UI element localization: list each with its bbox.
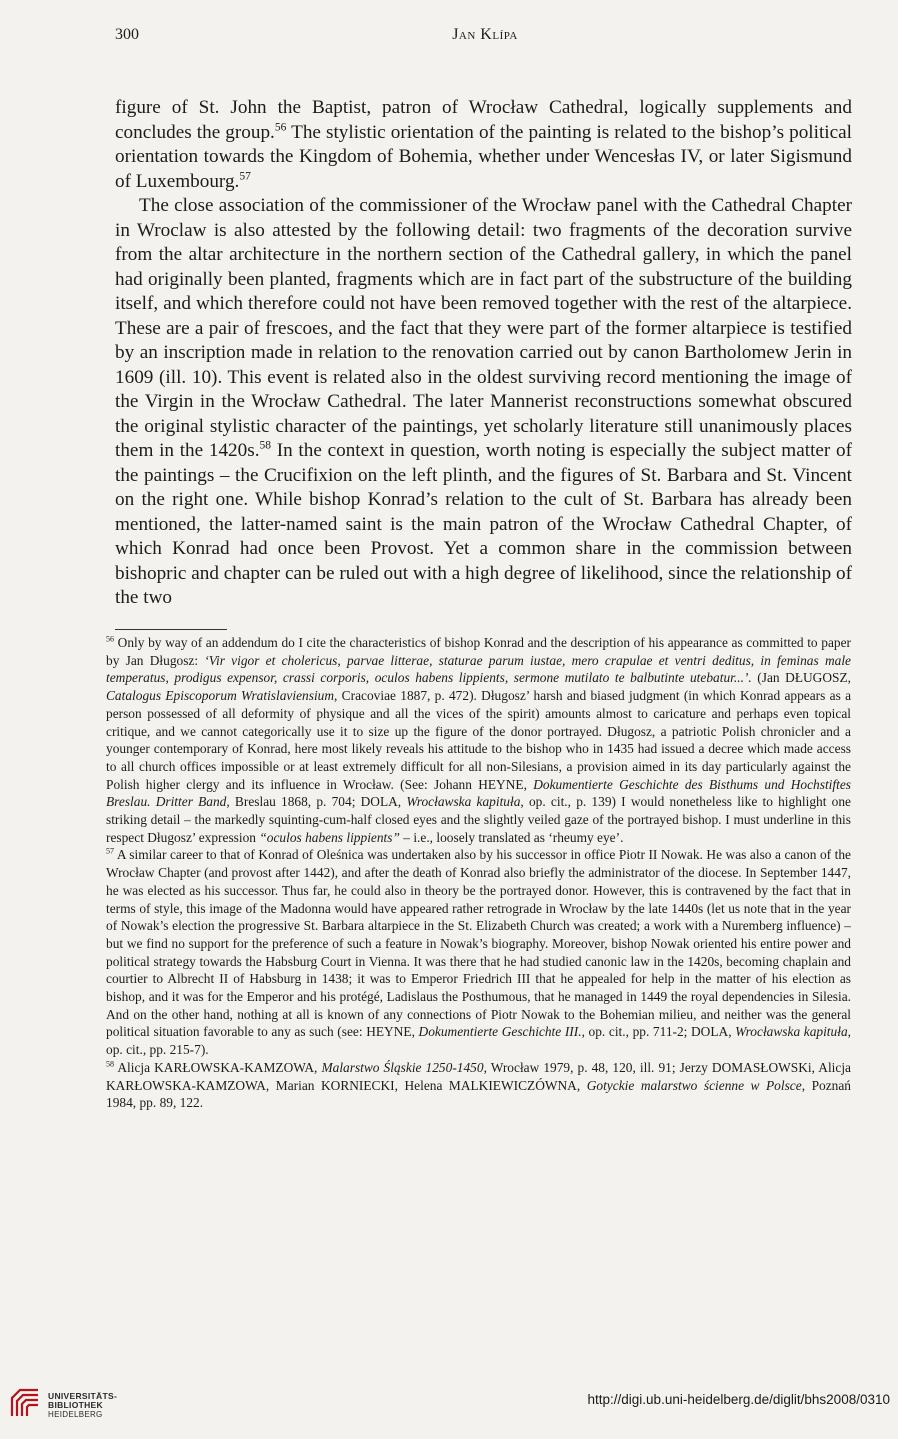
library-name: UNIVERSITÄTS- BIBLIOTHEK HEIDELBERG [48, 1391, 118, 1419]
footnote-58: $^{58}$ Alicja KARŁOWSKA-KAMZOWA, Malarstwo Śląskie 1250-1450, Wrocław 1979, p. 48, 120, ill. 91; Jerzy DOMASŁOWSKi, Alicja KARŁOWSKA-KAMZOWA, Marian KORNIECKI, Helena MALKIEWICZÓWNA, Gotyckie malarstwo ścienne w Polsce, Poznań 1984, pp. 89, 122. [106, 1059, 852, 1111]
footnote-number: 56 [106, 634, 115, 644]
footnotes [106, 634, 851, 1112]
source-url-link[interactable]: http://digi.ub.uni-heidelberg.de/diglit/bhs2008/0310 [587, 1392, 890, 1407]
footnote-ref[interactable]: 58 [259, 439, 272, 452]
footnote-rule [115, 629, 227, 630]
page-footer [0, 1378, 898, 1434]
paragraph: figure of St. John the Baptist, patron of Wrocław Cathedral, logically supplements and concludes the group.$^{56}$ The stylistic orientation of the painting is related to the bishop’s political orientation towards the Kingdom of Bohemia, whether under Wencesłas IV, or later Sigismund of Luxembourg.$^{57}$ [115, 97, 852, 192]
footnote-57: $^{57}$ A similar career to that of Konrad of Oleśnica was undertaken also by his successor in office Piotr II Nowak. He was also a canon of the Wrocław Chapter (and provost after 1442), and after the death of Konrad also briefly the administrator of the diocese. In September 1447, he was elected as his successor. Thus far, he could also in theory be the portrayed donor. However, this is contravened by the fact that in terms of style, this image of the Madonna would have appeared rather retrograde in Wrocław by the late 1440s (let us note that in the year of Nowak’s election the progressive St. Barbara altarpiece in the St. Elizabeth Church was created; a work with a Nuremberg influence) – but we find no support for the preference of such a feature in Nowak’s biography. Moreover, bishop Nowak oriented his entire power and political strategy towards the Habsburg Court in Vienna. It was there that he had studied canonic law in the 1420s, becoming chaplain and courtier to Albrecht II of Habsburg in 1438; it was to Emperor Friedrich III that he appealed for help in the matter of his election as bishop, and it was for the Emperor and his protégé, Ladislaus the Posthumous, that he managed in 1449 the royal dependencies in Silesia. And on the other hand, nothing at all is known of any connections of Piotr Nowak to the Bohemian milieu, and neither was the general political situation favorable to any as such (see: HEYNE, Dokumentierte Geschichte III., op. cit., pp. 711-2; DOLA, Wrocławska kapituła, op. cit., pp. 215-7). [106, 846, 851, 1058]
library-logo-icon [8, 1386, 42, 1420]
footnote-number: 57 [106, 846, 115, 856]
footnote-ref[interactable]: 56 [274, 121, 287, 134]
page-header [115, 26, 855, 50]
main-text [115, 96, 852, 611]
footnote-ref[interactable]: 57 [239, 170, 251, 183]
running-head: Jan Klípa [452, 26, 518, 43]
paragraph: The close association of the commissioner of the Wrocław panel with the Cathedral Chapter in Wroclaw is also attested by the following detail: two fragments of the decoration survive from the altar architecture in the northern section of the Cathedral gallery, in which the panel had originally been planted, fragments which are in fact part of the substructure of the building itself, and which therefore could not have been removed together with the rest of the altarpiece. These are a pair of frescoes, and the fact that they were part of the former altarpiece is testified by an inscription made in relation to the renovation carried out by canon Bartholomew Jerin in 1609 (ill. 10). This event is related also in the oldest surviving record mentioning the image of the Virgin in the Wrocław Cathedral. The later Mannerist reconstructions somewhat obscured the original stylistic character of the paintings, yet scholarly literature still unanimously places them in the 1420s.$^{58}$ In the context in question, worth noting is especially the subject matter of the paintings – the Crucifixion on the left plinth, and the figures of St. Barbara and St. Vincent on the right one. While bishop Konrad’s relation to the cult of St. Barbara has already been mentioned, the latter-named saint is the main patron of the Wrocław Cathedral Chapter, of which Konrad had once been Provost. Yet a common share in the commission between bishopric and chapter can be ruled out with a high degree of likelihood, since the relationship of the two [115, 195, 852, 608]
footnote-number: 58 [106, 1059, 115, 1069]
page-number: 300 [115, 26, 139, 43]
footnote-56: $^{56}$ Only by way of an addendum do I cite the characteristics of bishop Konrad and the description of his appearance as committed to paper by Jan Długosz: ‘Vir vigor et cholericus, parvae litterae, staturae parum iustae, mero crapulae et ventri deditus, in feminas male temperatus, prodigus expensor, crassi corporis, oculos habens lippients, sermone mutilato te balbutinte utebatur...’. (Jan DŁUGOSZ, Catalogus Episcoporum Wratislaviensium, Cracoviae 1887, p. 472). Długosz’ harsh and biased judgment (in which Konrad appears as a person possessed of all deformity of physique and all the vices of the spirit) amounts almost to caricature and perhaps even topical critique, and we cannot categorically use it to size up the figure of the donor portrayed. Długosz, a patriotic Polish chronicler and a younger contemporary of Konrad, here most likely reveals his attitude to the bishop who in 1435 had issued a decree which made access to all church offices impossible or at least extremely difficult for all non-Silesians, a provision aimed in its day particularly against the Polish higher clergy and its influence in Wrocław. (See: Johann HEYNE, Dokumentierte Geschichte des Bisthums und Hochstiftes Breslau. Dritter Band, Breslau 1868, p. 704; DOLA, Wrocławska kapituła, op. cit., p. 139) I would nonetheless like to highlight one striking detail – the markedly squinting-cum-half closed eyes and the slightly veiled gaze of the portrayed bishop. I must underline in this respect Długosz’ expression “oculos habens lippients” – i.e., loosely translated as ‘rheumy eye’. [106, 634, 852, 845]
